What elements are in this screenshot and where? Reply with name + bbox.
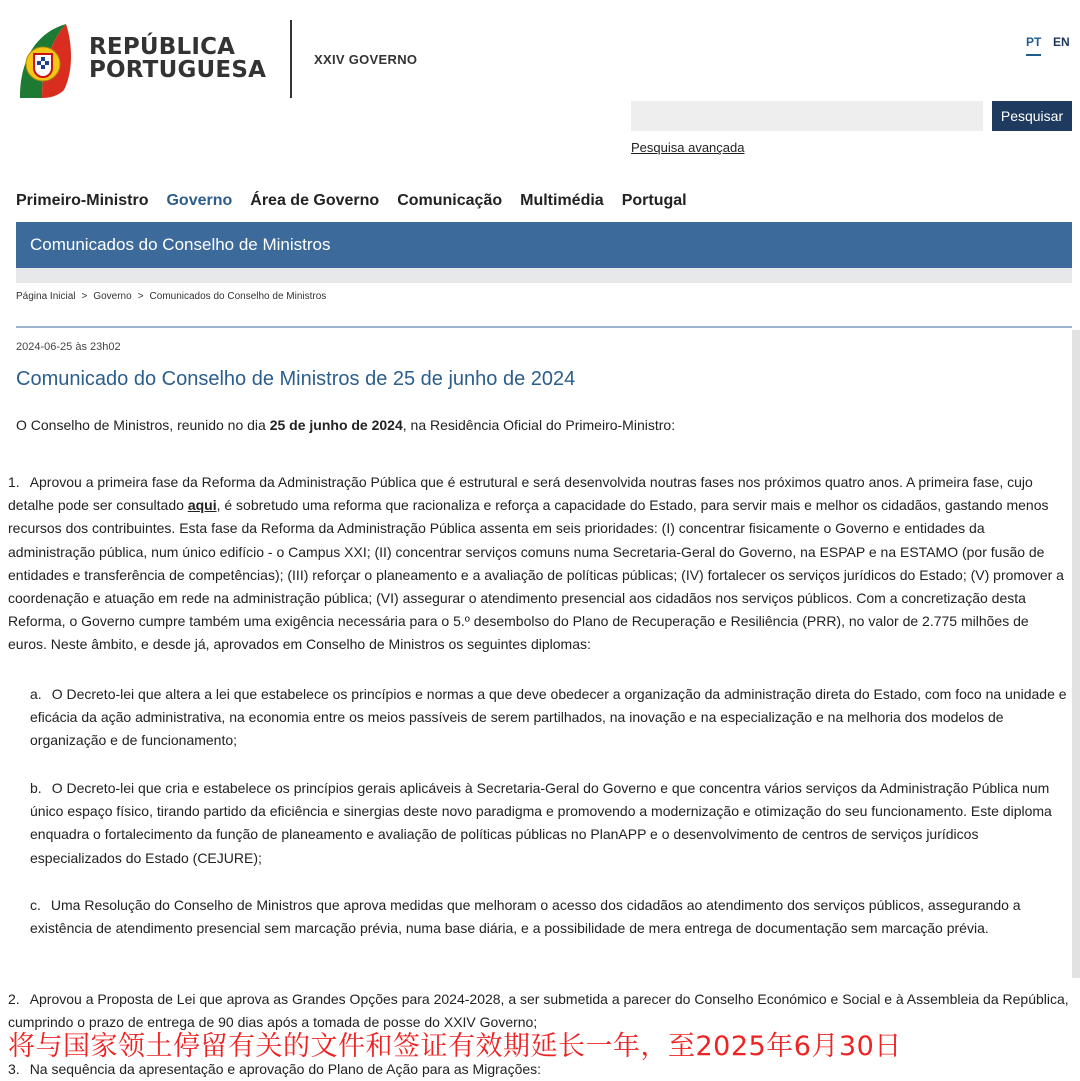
intro-date: 25 de junho de 2024 xyxy=(269,417,403,433)
item-1c xyxy=(30,894,1070,940)
nav-item-primeiro-ministro[interactable]: Primeiro-Ministro xyxy=(16,192,149,209)
item-1a-letter: a. xyxy=(30,686,42,702)
item-2 xyxy=(8,988,1070,1034)
publish-date: 2024-06-25 às 23h02 xyxy=(16,341,121,353)
item-1-number: 1. xyxy=(8,474,20,490)
item-1-text-cont: , é sobretudo uma reforma que racionaliza e reforça a capacidade do Estado, para servir mais e melhor os cidadãos, gastando menos recursos dos contribuintes. Esta fase da Reforma da Administração Pública assenta em seis prioridades: (I) concentrar fisicamente o Governo e entidades da administração pública, num único edifício - o Campus XXI; (II) concentrar serviços comuns numa Secretaria-Geral do Governo, na ESPAP e na ESTAMO (por fusão de entidades e transferência de competências); (III) reforçar o planeamento e a avaliação de políticas públicas; (IV) fortalecer os serviços jurídicos do Estado; (V) promover a coordenação e atuação em rede na administração pública; (VI) assegurar o atendimento presencial aos cidadãos nos serviços públicos. Com a concretização desta Reforma, o Governo cumpre também uma exigência necessária para o 5.º desembolso do Plano de Recuperação e Resiliência (PRR), no valor de 2.775 milhões de euros. Neste âmbito, e desde já, aprovados em Conselho de Ministros os seguintes diplomas: xyxy=(8,497,1064,653)
search-button[interactable]: Pesquisar xyxy=(992,101,1072,131)
item-1b-text: O Decreto-lei que cria e estabelece os princípios gerais aplicáveis à Secretaria-Geral do Governo e que concentra vários serviços da Administração Pública num único espaço físico, tirando partido da eficiência e sinergias deste novo paradigma e promovendo a modernização e otimização do seu funcionamento. Este diploma enquadra o fortalecimento da função de planeamento e avaliação de políticas públicas no PlanAPP e o desenvolvimento de centros de serviços jurídicos especializados do Estado (CEJURE); xyxy=(30,780,1052,866)
breadcrumb-governo[interactable]: Governo xyxy=(93,291,132,302)
item-2-number: 2. xyxy=(8,991,20,1007)
page-scrollbar[interactable] xyxy=(1072,330,1080,978)
brand-line-2: PORTUGUESA xyxy=(89,57,267,83)
breadcrumb-separator: > xyxy=(137,291,144,302)
nav-item-area-de-governo[interactable]: Área de Governo xyxy=(250,192,380,209)
nav-item-comunicacao[interactable]: Comunicação xyxy=(397,192,503,209)
content-divider xyxy=(16,326,1072,328)
breadcrumb-home[interactable]: Página Inicial xyxy=(16,291,76,302)
intro-text-end: , na Residência Oficial do Primeiro-Ministro: xyxy=(402,417,676,433)
overlay-caption: 将与国家领土停留有关的文件和签证有效期延长一年，至2025年6月30日 xyxy=(8,1031,902,1062)
article-title: Comunicado do Conselho de Ministros de 25 de junho de 2024 xyxy=(16,368,576,390)
breadcrumb xyxy=(16,291,326,302)
search-input[interactable] xyxy=(631,101,983,131)
nav-item-governo[interactable]: Governo xyxy=(166,192,233,209)
brand-name[interactable] xyxy=(89,36,266,82)
item-2-text: Aprovou a Proposta de Lei que aprova as Grandes Opções para 2024-2028, a ser submetida a parecer do Conselho Económico e Social e à Assembleia da República, cumprindo o prazo de entrega de 90 dias após a tomada de posse do XXIV Governo; xyxy=(8,991,1069,1031)
item-1c-text: Uma Resolução do Conselho de Ministros que aprova medidas que melhoram o acesso dos cidadãos ao atendimento dos serviços públicos, assegurando a existência de atendimento presencial sem marcação prévia, numa base diária, e a possibilidade de mera entrega de documentação sem marcação prévia. xyxy=(30,897,1021,937)
advanced-search-link[interactable]: Pesquisa avançada xyxy=(631,140,745,155)
nav-item-multimedia[interactable]: Multimédia xyxy=(520,192,604,209)
item-1 xyxy=(8,471,1070,657)
intro-text: O Conselho de Ministros, reunido no dia xyxy=(16,417,270,433)
main-nav xyxy=(16,192,687,210)
item-1a xyxy=(30,683,1070,753)
breadcrumb-current[interactable]: Comunicados do Conselho de Ministros xyxy=(149,291,327,302)
coat-of-arms-logo-icon[interactable] xyxy=(16,20,74,98)
lang-en-link[interactable]: EN xyxy=(1053,35,1070,49)
brand-line-1: REPÚBLICA xyxy=(89,34,236,60)
nav-item-portugal[interactable]: Portugal xyxy=(621,192,687,209)
item-1c-letter: c. xyxy=(30,897,41,913)
section-title: Comunicados do Conselho de Ministros xyxy=(30,235,331,254)
government-label: XXIV GOVERNO xyxy=(314,52,418,67)
item-1b-letter: b. xyxy=(30,780,42,796)
breadcrumb-separator: > xyxy=(81,291,88,302)
lang-pt-link[interactable]: PT xyxy=(1026,35,1041,56)
item-1a-text: O Decreto-lei que altera a lei que estabelece os princípios e normas a que deve obedecer a organização da administração direta do Estado, com foco na unidade e eficácia da ação administrativa, na economia entre os meios passíveis de serem partilhados, na inovação e na especialização e na melhoria dos modelos de organização e de funcionamento; xyxy=(30,686,1067,749)
item-1b xyxy=(30,777,1070,870)
header-divider xyxy=(290,20,292,98)
item-1-text: Aprovou a primeira fase da Reforma da Administração Pública que é estrutural e será desenvolvida noutras fases nos próximos quatro anos. A primeira fase, cujo detalhe pode ser consultado xyxy=(8,474,1033,514)
article-intro xyxy=(16,417,675,433)
item-3-text: Na sequência da apresentação e aprovação do Plano de Ação para as Migrações: xyxy=(29,1061,542,1077)
aqui-link[interactable]: aqui xyxy=(187,497,217,514)
banner-strip xyxy=(16,268,1072,283)
section-banner xyxy=(16,222,1072,268)
item-3-number: 3. xyxy=(8,1061,20,1077)
